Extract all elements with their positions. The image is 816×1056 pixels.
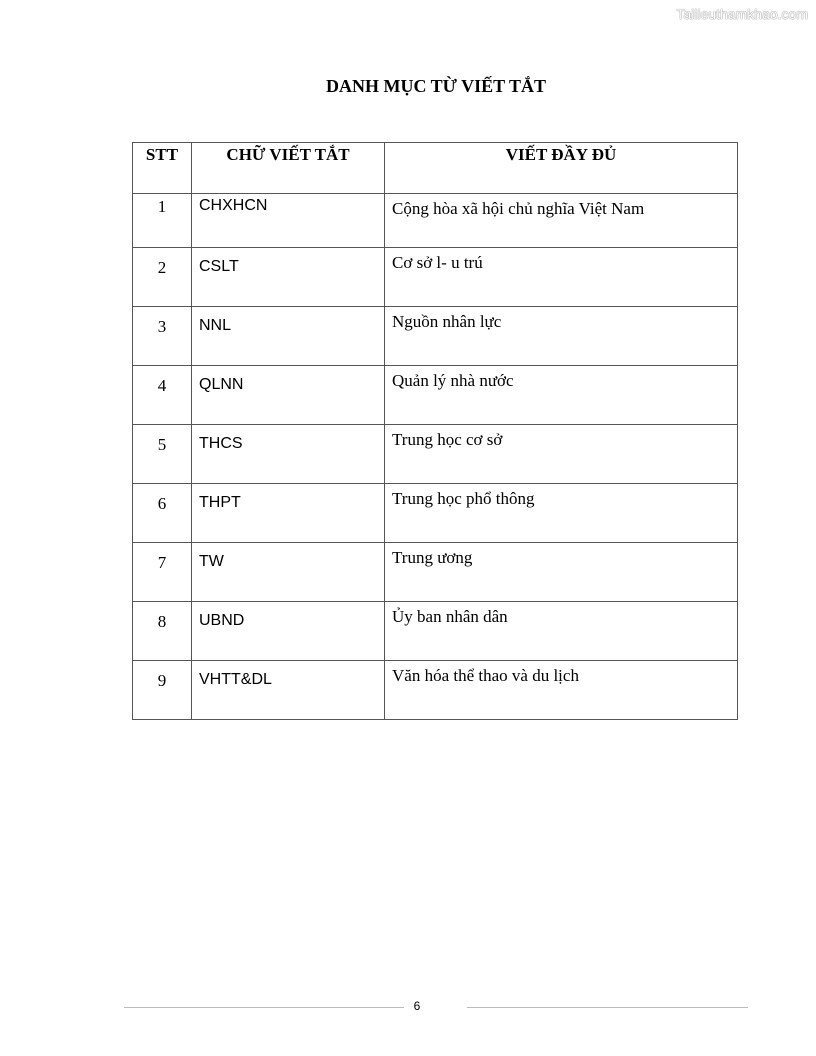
row-full-form: Cộng hòa xã hội chủ nghĩa Việt Nam [385,194,738,248]
row-stt: 3 [133,307,192,366]
row-abbreviation: THPT [192,484,385,543]
table-row [133,307,738,366]
row-abbreviation: CSLT [192,248,385,307]
page-number: 6 [413,999,421,1013]
table-row [133,661,738,720]
row-abbreviation: NNL [192,307,385,366]
row-stt: 9 [133,661,192,720]
table-row [133,425,738,484]
row-full-form: Trung ương [385,543,738,602]
table-row [133,194,738,248]
row-stt: 4 [133,366,192,425]
page-title: DANH MỤC TỪ VIẾT TẮT [325,76,547,96]
table-header-row [133,143,738,194]
row-abbreviation: VHTT&DL [192,661,385,720]
header-abbreviation: CHỮ VIẾT TẮT [192,143,385,194]
header-full-form: VIẾT ĐẦY ĐỦ [385,143,738,194]
row-full-form: Cơ sở l- u trú [385,248,738,307]
table-row [133,602,738,661]
row-full-form: Quản lý nhà nước [385,366,738,425]
header-stt: STT [133,143,192,194]
row-stt: 6 [133,484,192,543]
row-full-form: Trung học phổ thông [385,484,738,543]
abbreviations-table [132,142,738,720]
row-full-form: Trung học cơ sở [385,425,738,484]
row-stt: 5 [133,425,192,484]
row-abbreviation: TW [192,543,385,602]
row-stt: 2 [133,248,192,307]
footer-divider-right [467,1007,748,1008]
row-stt: 7 [133,543,192,602]
table-row [133,484,738,543]
row-abbreviation: CHXHCN [192,194,385,248]
table-row [133,366,738,425]
row-full-form: Ủy ban nhân dân [385,602,738,661]
row-stt: 8 [133,602,192,661]
footer-divider-left [124,1007,404,1008]
watermark: Tailieuthamkhao.com [676,6,808,22]
row-stt: 1 [133,194,192,248]
row-full-form: Văn hóa thể thao và du lịch [385,661,738,720]
table-row [133,543,738,602]
row-abbreviation: THCS [192,425,385,484]
row-full-form: Nguồn nhân lực [385,307,738,366]
row-abbreviation: QLNN [192,366,385,425]
row-abbreviation: UBND [192,602,385,661]
table-row [133,248,738,307]
